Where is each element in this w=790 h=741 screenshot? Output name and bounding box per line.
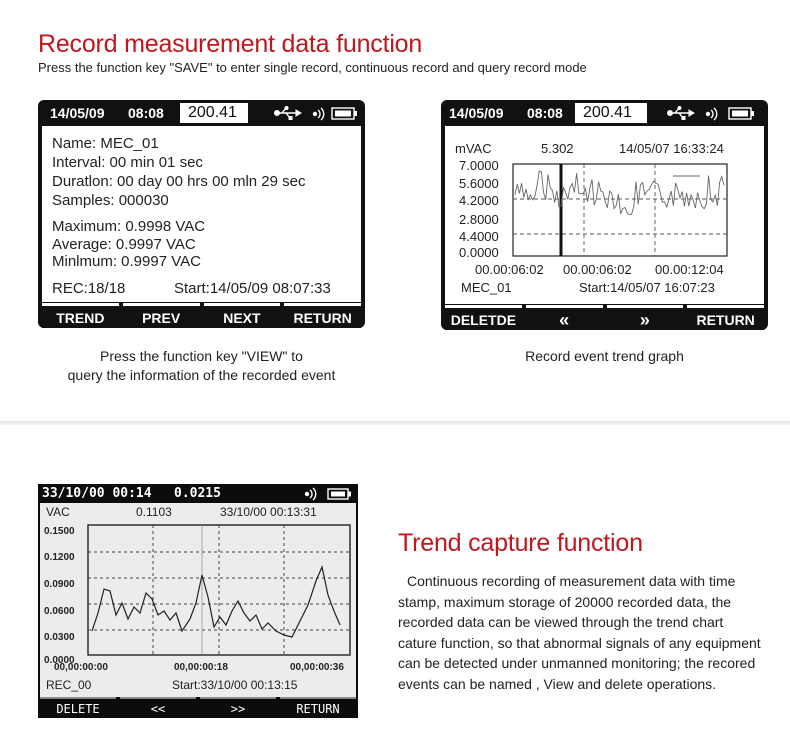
header-value: 200.41 bbox=[180, 103, 248, 123]
screen-header bbox=[38, 100, 365, 126]
x-tick-label: 00,00:00:36 bbox=[290, 662, 344, 673]
record-interval: Interval: 00 min 01 sec bbox=[52, 154, 203, 171]
trend-button[interactable]: TREND bbox=[42, 303, 119, 328]
record-info-screen bbox=[38, 100, 365, 328]
y-tick-label: 0.1200 bbox=[44, 552, 75, 563]
trend-series-line bbox=[515, 171, 724, 215]
record-minimum: Minlmum: 0.9997 VAC bbox=[52, 253, 201, 270]
caption-line-1: Press the function key "VIEW" to bbox=[100, 348, 303, 364]
record-average: Average: 0.9997 VAC bbox=[52, 236, 196, 253]
section-title-trend-capture: Trend capture function bbox=[398, 529, 643, 557]
function-keys bbox=[38, 697, 358, 718]
signal-icon bbox=[707, 108, 717, 120]
header-time: 08:08 bbox=[527, 105, 563, 121]
y-tick-label: 0.0300 bbox=[44, 632, 75, 643]
header-time: 08:08 bbox=[128, 105, 164, 121]
reading-label: 5.302 bbox=[541, 141, 574, 156]
trend-graph-caption: Record event trend graph bbox=[525, 348, 684, 364]
function-keys bbox=[441, 305, 768, 330]
status-icons bbox=[300, 487, 358, 501]
delete-button[interactable]: DELETE bbox=[40, 697, 116, 718]
screen-header bbox=[441, 100, 768, 126]
battery-icon bbox=[328, 489, 351, 499]
scroll-right-button[interactable]: >> bbox=[200, 697, 276, 718]
battery-icon bbox=[332, 108, 357, 119]
record-duration: Duratlon: 00 day 00 hrs 00 mln 29 sec bbox=[52, 173, 306, 190]
description-line: stamp, maximum storage of 20000 recorded data, the bbox=[398, 593, 732, 610]
description-line: events can be named , View and delete operations. bbox=[398, 675, 717, 692]
scroll-left-button[interactable]: « bbox=[526, 305, 603, 330]
description-line: can be detected under unmanned monitoring; the recored bbox=[398, 655, 756, 671]
signal-icon bbox=[314, 108, 324, 120]
unit-label: mVAC bbox=[455, 141, 492, 156]
scroll-left-button[interactable]: << bbox=[120, 697, 196, 718]
description-line: recorded data can be viewed through the trend chart bbox=[398, 614, 724, 630]
return-button[interactable]: RETURN bbox=[284, 303, 361, 328]
description-line: cature function, so that abnormal signals of any equipment bbox=[398, 634, 761, 651]
reading-label: 0.1103 bbox=[136, 505, 172, 519]
record-samples: Samples: 000030 bbox=[52, 192, 169, 209]
grid-lines bbox=[88, 525, 350, 655]
trend-graph-screen bbox=[441, 100, 768, 330]
battery-icon bbox=[729, 108, 754, 119]
y-tick-label: 5.6000 bbox=[459, 176, 499, 191]
usb-icon bbox=[275, 107, 302, 120]
return-button[interactable]: RETURN bbox=[280, 697, 356, 718]
y-tick-label: 4.2000 bbox=[459, 193, 499, 208]
y-tick-label: 0.0600 bbox=[44, 606, 75, 617]
signal-icon bbox=[306, 488, 316, 500]
y-tick-label: 0.0000 bbox=[44, 655, 75, 666]
timestamp-label: 33/10/00 00:13:31 bbox=[220, 505, 317, 519]
record-info-body bbox=[42, 126, 361, 302]
record-start: Start:33/10/00 00:13:15 bbox=[172, 678, 298, 692]
timestamp-label: 14/05/07 16:33:24 bbox=[619, 141, 724, 156]
status-icons bbox=[667, 106, 759, 121]
y-tick-label: 0.0000 bbox=[459, 245, 499, 260]
record-rec: REC:18/18 bbox=[52, 280, 126, 297]
record-name: MEC_01 bbox=[461, 280, 512, 295]
usb-icon bbox=[668, 107, 695, 120]
y-tick-label: 7.0000 bbox=[459, 158, 499, 173]
x-tick-label: 00,00:00:18 bbox=[174, 662, 228, 673]
y-tick-label: 0.0900 bbox=[44, 579, 75, 590]
trend-graph-svg bbox=[445, 126, 764, 304]
y-tick-label: 0.1500 bbox=[44, 526, 75, 537]
record-info-caption bbox=[38, 347, 365, 385]
record-name: REC_00 bbox=[46, 678, 92, 692]
record-maximum: Maximum: 0.9998 VAC bbox=[52, 218, 206, 235]
caption-line-2: query the information of the recorded event bbox=[67, 367, 336, 383]
capture-value: 0.0215 bbox=[174, 486, 221, 501]
x-tick-labels bbox=[475, 262, 724, 277]
return-button[interactable]: RETURN bbox=[687, 305, 764, 330]
record-start: Start:14/05/09 08:07:33 bbox=[174, 280, 331, 297]
x-tick-label: 00.00:06:02 bbox=[475, 262, 544, 277]
header-value: 200.41 bbox=[575, 103, 647, 123]
section-subtitle-record: Press the function key "SAVE" to enter single record, continuous record and query record mode bbox=[38, 60, 587, 75]
y-tick-labels bbox=[459, 158, 499, 260]
x-tick-label: 00.00:12:04 bbox=[655, 262, 724, 277]
header-date: 14/05/09 bbox=[449, 105, 504, 121]
trend-capture-description bbox=[398, 571, 778, 694]
record-name: Name: MEC_01 bbox=[52, 135, 159, 152]
prev-button[interactable]: PREV bbox=[123, 303, 200, 328]
status-icons bbox=[274, 106, 360, 121]
section-divider bbox=[0, 421, 790, 425]
delete-button[interactable]: DELETDE bbox=[445, 305, 522, 330]
scroll-right-button[interactable]: » bbox=[607, 305, 684, 330]
x-tick-label: 00.00:06:02 bbox=[563, 262, 632, 277]
record-start: Start:14/05/07 16:07:23 bbox=[579, 280, 715, 295]
description-line: Continuous recording of measurement data with time bbox=[407, 573, 736, 589]
trend-capture-screen bbox=[38, 484, 358, 718]
y-tick-label: 2.8000 bbox=[459, 212, 499, 227]
y-tick-label: 4.4000 bbox=[459, 229, 499, 244]
x-tick-label: 00,00:00:00 bbox=[54, 662, 108, 673]
trend-capture-body bbox=[40, 503, 356, 697]
function-keys bbox=[38, 303, 365, 328]
trend-graph-body bbox=[445, 126, 764, 304]
header-date: 14/05/09 bbox=[50, 105, 105, 121]
capture-date-time: 33/10/00 00:14 bbox=[42, 486, 152, 501]
capture-graph-svg bbox=[40, 503, 356, 697]
section-title-record: Record measurement data function bbox=[38, 30, 423, 58]
next-button[interactable]: NEXT bbox=[204, 303, 281, 328]
unit-label: VAC bbox=[46, 505, 70, 519]
